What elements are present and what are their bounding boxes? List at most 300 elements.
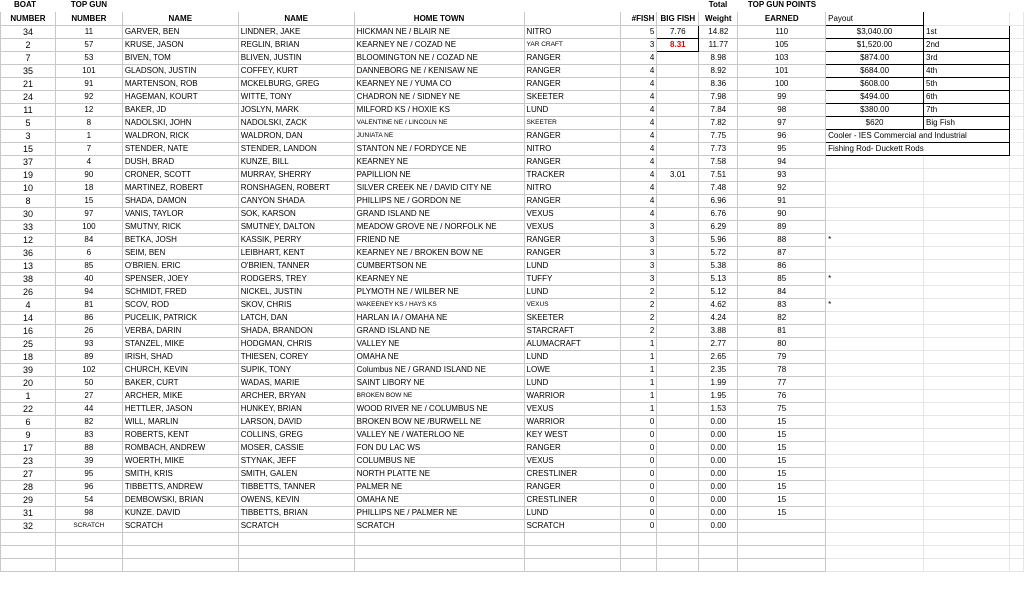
points-earned-cell: 91 [738,195,826,208]
boat-number-cell: 4 [1,299,56,312]
boat-make-cell: LUND [524,104,621,117]
hometown-cell: FON DU LAC WS [354,442,524,455]
boat-make-cell: NITRO [524,143,621,156]
fish-count-cell: 0 [621,520,657,533]
boat-number-cell: 19 [1,169,56,182]
hometown-cell: KEARNEY NE / YUMA CO [354,78,524,91]
fish-count-cell: 5 [621,26,657,39]
hometown-cell: JUNIATA NE [354,130,524,143]
topgun-number-cell: 40 [55,273,122,286]
total-weight-cell: 1.53 [699,403,738,416]
big-fish-cell [657,208,699,221]
partner-name-cell: ARCHER, BRYAN [238,390,354,403]
boat-make-cell: LUND [524,260,621,273]
boat-number-cell: 13 [1,260,56,273]
points-earned-cell: 15 [738,481,826,494]
table-row [1,351,1024,364]
payout-place: 1st [924,26,1010,39]
extra-col-cell [1009,364,1023,377]
table-row [1,455,1024,468]
fish-count-cell: 2 [621,312,657,325]
big-fish-cell [657,299,699,312]
partner-name-cell: MOSER, CASSIE [238,442,354,455]
extra-col-cell [1009,312,1023,325]
partner-name-cell: BLIVEN, JUSTIN [238,52,354,65]
hometown-cell: OMAHA NE [354,494,524,507]
extra-col-cell [1009,520,1023,533]
name2-header: NAME [238,12,354,26]
payout-empty-cell [924,247,1010,260]
extra-col-cell [1009,338,1023,351]
topgun-number-cell: 94 [55,286,122,299]
hometown-cell: BROKEN BOW NE /BURWELL NE [354,416,524,429]
big-fish-cell [657,494,699,507]
total-weight-cell: 7.51 [699,169,738,182]
total-weight-cell: 14.82 [699,26,738,39]
extra-col-cell [1009,390,1023,403]
table-row [1,26,1024,39]
sponsor-text: Cooler - IES Commercial and Industrial [826,130,1010,143]
partner-name-cell: KASSIK, PERRY [238,234,354,247]
hometown-cell: VALLEY NE / WATERLOO NE [354,429,524,442]
table-row [1,312,1024,325]
topgun-number-cell: 90 [55,169,122,182]
topgun-number-cell: 93 [55,338,122,351]
partner-name-cell: SCRATCH [238,520,354,533]
payout-empty-cell [826,325,924,338]
results-body [1,12,1024,572]
boat-make-cell: WARRIOR [524,416,621,429]
angler-name-cell: SEIM, BEN [122,247,238,260]
topgun-number-cell: 4 [55,156,122,169]
big-fish-cell [657,364,699,377]
asterisk-mark: * [826,273,924,286]
points-earned-cell: 89 [738,221,826,234]
boat-make-cell [524,546,621,559]
fish-count-cell: 4 [621,143,657,156]
angler-name-cell: HETTLER, JASON [122,403,238,416]
extra-col-cell [1009,377,1023,390]
fish-count-cell: 4 [621,169,657,182]
payout-empty-cell [924,468,1010,481]
fish-count-cell [621,533,657,546]
points-earned-cell: 15 [738,416,826,429]
extra-col-cell [1009,143,1023,156]
payout-empty-cell [924,156,1010,169]
fish-count-cell [621,546,657,559]
topgun-number-cell: 1 [55,130,122,143]
total-weight-cell: 1.95 [699,390,738,403]
partner-name-cell: THIESEN, COREY [238,351,354,364]
table-row [1,208,1024,221]
boat-make-cell: RANGER [524,65,621,78]
topgun-number-cell: 11 [55,26,122,39]
payout-empty-cell [924,546,1010,559]
points-earned-cell [738,533,826,546]
topgun-number-cell: 8 [55,117,122,130]
points-earned-cell: 15 [738,442,826,455]
boat-number-cell: 22 [1,403,56,416]
partner-name-cell: RODGERS, TREY [238,273,354,286]
fish-count-cell: 3 [621,247,657,260]
angler-name-cell: STANZEL, MIKE [122,338,238,351]
payout-place: 3rd [924,52,1010,65]
payout-empty-cell [826,182,924,195]
payout-empty-cell [826,221,924,234]
table-row [1,247,1024,260]
total-weight-cell: 0.00 [699,507,738,520]
payout-empty-cell [924,403,1010,416]
fish-count-cell: 3 [621,273,657,286]
partner-name-cell: LINDNER, JAKE [238,26,354,39]
fish-count-cell: 1 [621,390,657,403]
points-earned-cell: 96 [738,130,826,143]
fish-count-cell: 4 [621,208,657,221]
partner-name-cell: LATCH, DAN [238,312,354,325]
topgun-number-cell: 39 [55,455,122,468]
big-fish-cell [657,52,699,65]
boat-number-cell: 2 [1,39,56,52]
boat-number-cell: 3 [1,130,56,143]
table-row [1,468,1024,481]
total-weight-cell: 2.35 [699,364,738,377]
big-fish-cell [657,234,699,247]
points-earned-cell: 101 [738,65,826,78]
points-header-top: TOP GUN POINTS [747,0,817,9]
table-row [1,390,1024,403]
boat-number-cell: 9 [1,429,56,442]
payout-empty-cell [826,559,924,572]
boat-number-cell [1,533,56,546]
topgun-number-cell: 100 [55,221,122,234]
topgun-number-cell: 85 [55,260,122,273]
table-row [1,195,1024,208]
extra-col-header [1009,12,1023,26]
hometown-cell: PLYMOTH NE / WILBER NE [354,286,524,299]
payout-empty-cell [924,169,1010,182]
big-fish-cell [657,546,699,559]
boat-number-cell: 12 [1,234,56,247]
topgun-number-cell: 84 [55,234,122,247]
points-earned-cell: 95 [738,143,826,156]
extra-col-cell [1009,104,1023,117]
hometown-cell: SAINT LIBORY NE [354,377,524,390]
topgun-number-cell: 95 [55,468,122,481]
fish-count-cell: 3 [621,260,657,273]
payout-empty-cell [826,455,924,468]
boat-make-cell: RANGER [524,195,621,208]
hometown-cell: VALLEY NE [354,338,524,351]
fish-count-cell: 4 [621,65,657,78]
boat-header-top: BOAT [13,0,37,9]
table-row [1,403,1024,416]
table-row [1,559,1024,572]
payout-amount: $874.00 [826,52,924,65]
big-fish-cell [657,390,699,403]
extra-col-cell [1009,533,1023,546]
points-earned-cell: 99 [738,91,826,104]
fish-count-cell: 1 [621,377,657,390]
topgun-number-cell: 89 [55,351,122,364]
points-earned-cell: 83 [738,299,826,312]
big-fish-cell: 7.76 [657,26,699,39]
angler-name-cell: CRONER, SCOTT [122,169,238,182]
hometown-cell: MEADOW GROVE NE / NORFOLK NE [354,221,524,234]
table-row [1,546,1024,559]
angler-name-cell: SCOV, ROD [122,299,238,312]
extra-col-cell [1009,208,1023,221]
points-earned-cell: 105 [738,39,826,52]
angler-name-cell: DUSH, BRAD [122,156,238,169]
angler-name-cell: NADOLSKI, JOHN [122,117,238,130]
table-row [1,130,1024,143]
big-fish-cell [657,104,699,117]
total-weight-cell: 11.77 [699,39,738,52]
total-weight-cell: 1.99 [699,377,738,390]
big-fish-cell [657,429,699,442]
table-row [1,299,1024,312]
boatmake-header [524,12,621,26]
big-fish-cell [657,481,699,494]
extra-col-cell [1009,156,1023,169]
big-fish-cell [657,468,699,481]
payout-empty-cell [924,195,1010,208]
points-earned-cell: 82 [738,312,826,325]
payout-place: 5th [924,78,1010,91]
boat-number-cell: 20 [1,377,56,390]
hometown-header: HOME TOWN [354,12,524,26]
payout-amount: $1,520.00 [826,39,924,52]
payout-empty-cell [924,481,1010,494]
topgun-number-cell: 97 [55,208,122,221]
angler-name-cell: VERBA, DARIN [122,325,238,338]
payout-empty-cell [924,273,1010,286]
boat-number-cell: 39 [1,364,56,377]
table-row [1,143,1024,156]
partner-name-cell: SMUTNEY, DALTON [238,221,354,234]
payout-empty-cell [924,520,1010,533]
partner-name-cell: MCKELBURG, GREG [238,78,354,91]
angler-name-cell: KRUSE, JASON [122,39,238,52]
payout-empty-cell [826,494,924,507]
boat-make-cell: RANGER [524,130,621,143]
angler-name-cell: SHADA, DAMON [122,195,238,208]
extra-col-cell [1009,481,1023,494]
big-fish-cell [657,91,699,104]
hometown-cell: KEARNEY NE / COZAD NE [354,39,524,52]
boat-number-cell: 28 [1,481,56,494]
boat-number-cell: 26 [1,286,56,299]
hometown-cell: PHILLIPS NE / GORDON NE [354,195,524,208]
hometown-cell: CHADRON NE / SIDNEY NE [354,91,524,104]
boat-number-cell: 11 [1,104,56,117]
payout-place: Big Fish [924,117,1010,130]
total-weight-cell: 0.00 [699,416,738,429]
big-fish-cell [657,559,699,572]
partner-name-cell: SUPIK, TONY [238,364,354,377]
angler-name-cell: BETKA, JOSH [122,234,238,247]
boat-number-cell: 21 [1,78,56,91]
fish-header: #FISH [621,12,657,26]
payout-amount: $380.00 [826,104,924,117]
table-row [1,260,1024,273]
topgun-number-cell: 101 [55,65,122,78]
angler-name-cell: VANIS, TAYLOR [122,208,238,221]
payout-empty-cell [826,481,924,494]
angler-name-cell: MARTENSON, ROB [122,78,238,91]
boat-number-cell: 29 [1,494,56,507]
payout-amount: $620 [826,117,924,130]
partner-name-cell: HODGMAN, CHRIS [238,338,354,351]
boat-number-cell: 7 [1,52,56,65]
partner-name-cell: WALDRON, DAN [238,130,354,143]
boat-make-cell: RANGER [524,52,621,65]
points-earned-cell [738,559,826,572]
payout-empty-cell [826,338,924,351]
hometown-cell: BLOOMINGTON NE / COZAD NE [354,52,524,65]
topgun-number-cell: 12 [55,104,122,117]
fish-count-cell: 1 [621,403,657,416]
header-row [1,12,1024,26]
boat-make-cell: LUND [524,286,621,299]
hometown-cell: PHILLIPS NE / PALMER NE [354,507,524,520]
extra-col-cell [1009,234,1023,247]
big-fish-cell: 8.31 [657,39,699,52]
asterisk-mark: * [826,234,924,247]
fish-count-cell: 0 [621,429,657,442]
total-weight-cell: 7.84 [699,104,738,117]
topgun-number-cell: 102 [55,364,122,377]
total-weight-cell: 6.29 [699,221,738,234]
boat-number-cell: 6 [1,416,56,429]
partner-name-cell: TIBBETTS, TANNER [238,481,354,494]
total-weight-cell: 3.88 [699,325,738,338]
points-earned-cell: 92 [738,182,826,195]
boat-make-cell: LUND [524,377,621,390]
boat-number-cell: 36 [1,247,56,260]
total-weight-cell: 6.76 [699,208,738,221]
hometown-cell: SILVER CREEK NE / DAVID CITY NE [354,182,524,195]
big-fish-cell [657,325,699,338]
payout-amount: $3,040.00 [826,26,924,39]
total-weight-cell [699,546,738,559]
points-earned-cell: 110 [738,26,826,39]
payout-place: 4th [924,65,1010,78]
fish-count-cell: 4 [621,182,657,195]
payout-empty-cell [826,247,924,260]
big-fish-cell [657,507,699,520]
table-row [1,520,1024,533]
angler-name-cell: BAKER, CURT [122,377,238,390]
table-row [1,91,1024,104]
hometown-cell: GRAND ISLAND NE [354,325,524,338]
boat-number-cell: 24 [1,91,56,104]
hometown-cell: PAPILLION NE [354,169,524,182]
total-weight-cell: 7.98 [699,91,738,104]
total-weight-cell: 0.00 [699,429,738,442]
partner-name-cell: SKOV, CHRIS [238,299,354,312]
angler-name-cell: O'BRIEN. ERIC [122,260,238,273]
hometown-cell: CUMBERTSON NE [354,260,524,273]
points-earned-cell: 15 [738,429,826,442]
topgun-number-cell: 27 [55,390,122,403]
boat-make-cell: VEXUS [524,299,621,312]
total-weight-cell: 0.00 [699,442,738,455]
extra-col-cell [1009,221,1023,234]
hometown-cell: KEARNEY NE [354,156,524,169]
hometown-cell [354,559,524,572]
angler-name-cell: SPENSER, JOEY [122,273,238,286]
partner-name-cell: COLLINS, GREG [238,429,354,442]
angler-name-cell: BAKER, JD [122,104,238,117]
boat-make-cell: TUFFY [524,273,621,286]
boat-number-cell: 8 [1,195,56,208]
hometown-cell: Columbus NE / GRAND ISLAND NE [354,364,524,377]
payout-empty-cell [826,364,924,377]
table-row [1,377,1024,390]
extra-col-cell [1009,26,1023,39]
fish-count-cell: 2 [621,299,657,312]
topgun-number-cell: SCRATCH [55,520,122,533]
topgun-number-cell: 26 [55,325,122,338]
fish-count-cell: 1 [621,338,657,351]
extra-col-cell [1009,442,1023,455]
payout-empty-cell [924,390,1010,403]
boat-number-cell: 37 [1,156,56,169]
payout-empty-cell [924,260,1010,273]
table-row [1,429,1024,442]
fish-count-cell: 0 [621,507,657,520]
topgun-number-cell [55,533,122,546]
total-weight-cell: 7.73 [699,143,738,156]
fish-count-cell: 3 [621,234,657,247]
angler-name-cell: BIVEN, TOM [122,52,238,65]
payout-header: Payout [826,12,924,26]
big-fish-cell: 3.01 [657,169,699,182]
payout-empty-cell [826,416,924,429]
boat-make-cell: RANGER [524,481,621,494]
hometown-cell: OMAHA NE [354,351,524,364]
boat-make-cell: SKEETER [524,91,621,104]
table-row [1,325,1024,338]
points-earned-cell: 88 [738,234,826,247]
points-earned-cell: 103 [738,52,826,65]
big-fish-cell [657,78,699,91]
payout-empty-cell [826,208,924,221]
fish-count-cell: 4 [621,52,657,65]
total-weight-cell: 7.82 [699,117,738,130]
angler-name-cell: GARVER, BEN [122,26,238,39]
big-fish-cell [657,156,699,169]
angler-name-cell [122,533,238,546]
extra-col-cell [1009,351,1023,364]
topgun-header-top: TOP GUN [70,0,108,9]
topgun-number-cell: 54 [55,494,122,507]
partner-name-cell: KUNZE, BILL [238,156,354,169]
extra-col-cell [1009,507,1023,520]
boat-number-cell: 35 [1,65,56,78]
extra-col-cell [1009,169,1023,182]
hometown-cell [354,533,524,546]
big-fish-cell [657,416,699,429]
fish-count-cell: 0 [621,468,657,481]
points-earned-cell: 97 [738,117,826,130]
points-earned-cell: 77 [738,377,826,390]
boat-make-cell: TRACKER [524,169,621,182]
extra-col-cell [1009,195,1023,208]
extra-col-cell [1009,468,1023,481]
payout-empty-cell [826,351,924,364]
